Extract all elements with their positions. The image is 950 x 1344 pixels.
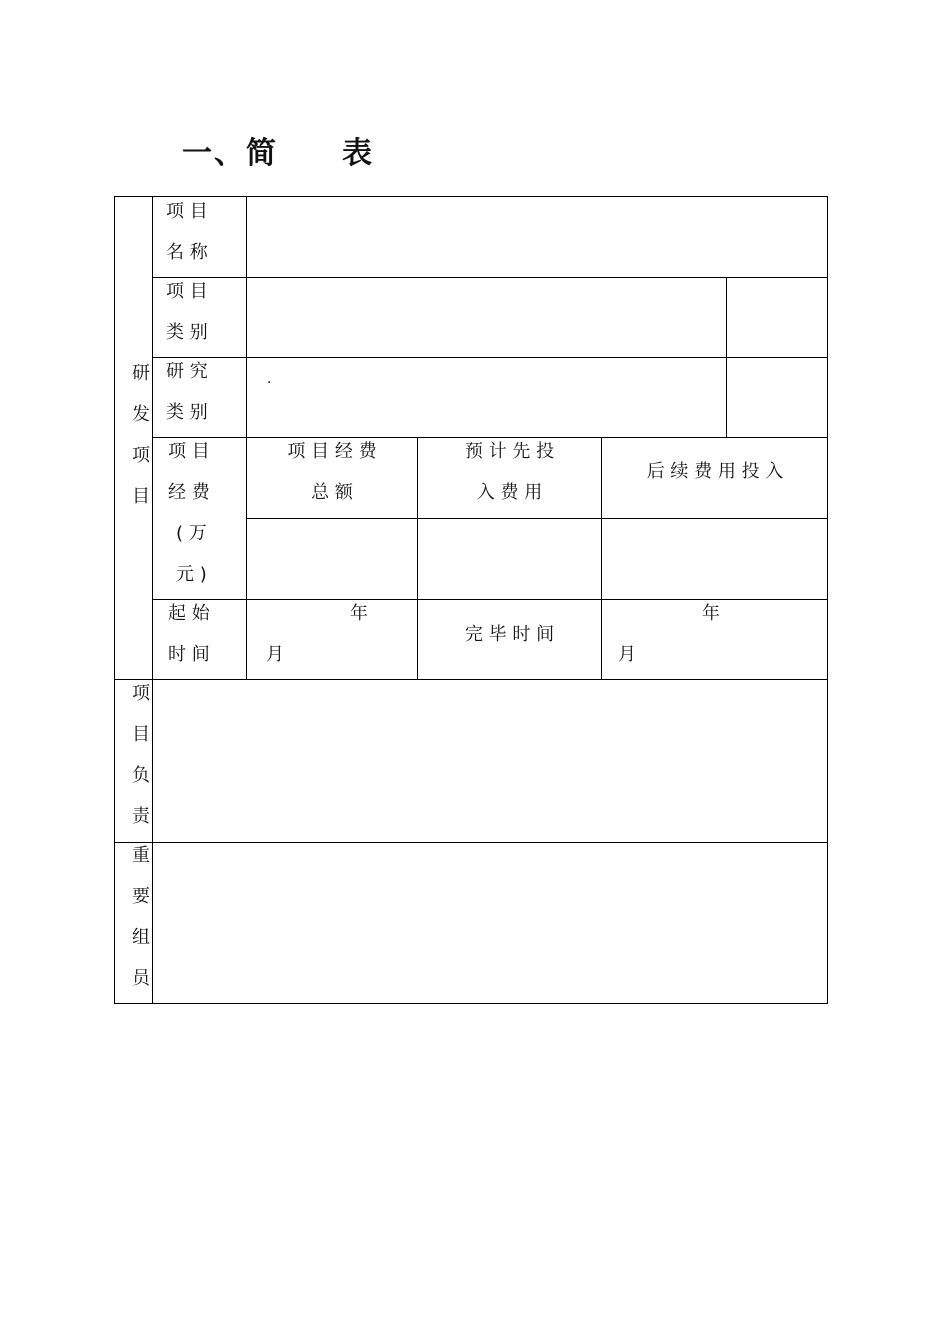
row-divider: [152, 599, 828, 600]
funding-label: 项 目 经 费 ( 万 元 ): [168, 441, 210, 585]
project-type-label: 项 目 类 别: [166, 281, 208, 343]
project-type-field[interactable]: [247, 278, 725, 357]
end-time-label: 完 毕 时 间: [464, 624, 555, 645]
rd-project-section-label: 研 发 项 目: [132, 363, 150, 507]
research-type-extra-field[interactable]: [727, 358, 827, 437]
start-time-label: 起 始 时 间: [168, 603, 210, 665]
project-name-label: 项 目 名 称: [166, 201, 208, 263]
project-type-extra-field[interactable]: [727, 278, 827, 357]
follow-up-investment-header: 后 续 费 用 投 入: [646, 461, 784, 482]
research-type-label: 研 究 类 别: [166, 361, 208, 423]
key-members-field[interactable]: [153, 843, 827, 1003]
start-year-unit: 年: [350, 603, 368, 624]
project-leader-section-label: 项 目 负 责: [132, 683, 150, 827]
page-title: 一、简 表: [182, 136, 374, 171]
end-month-unit: 月: [618, 644, 636, 665]
key-members-section-label: 重 要 组 员: [132, 845, 150, 989]
end-year-unit: 年: [702, 603, 720, 624]
project-leader-field[interactable]: [153, 680, 827, 842]
start-month-unit: 月: [266, 644, 284, 665]
pre-investment-header: 预 计 先 投 入 费 用: [464, 441, 555, 503]
project-name-field[interactable]: [247, 197, 827, 277]
total-funding-header: 项 目 经 费 总 额: [287, 441, 377, 503]
follow-up-investment-field[interactable]: [602, 519, 827, 599]
summary-form-table: [114, 196, 828, 1004]
research-type-field[interactable]: ·: [267, 375, 272, 391]
total-funding-field[interactable]: [247, 519, 417, 599]
pre-investment-field[interactable]: [418, 519, 601, 599]
